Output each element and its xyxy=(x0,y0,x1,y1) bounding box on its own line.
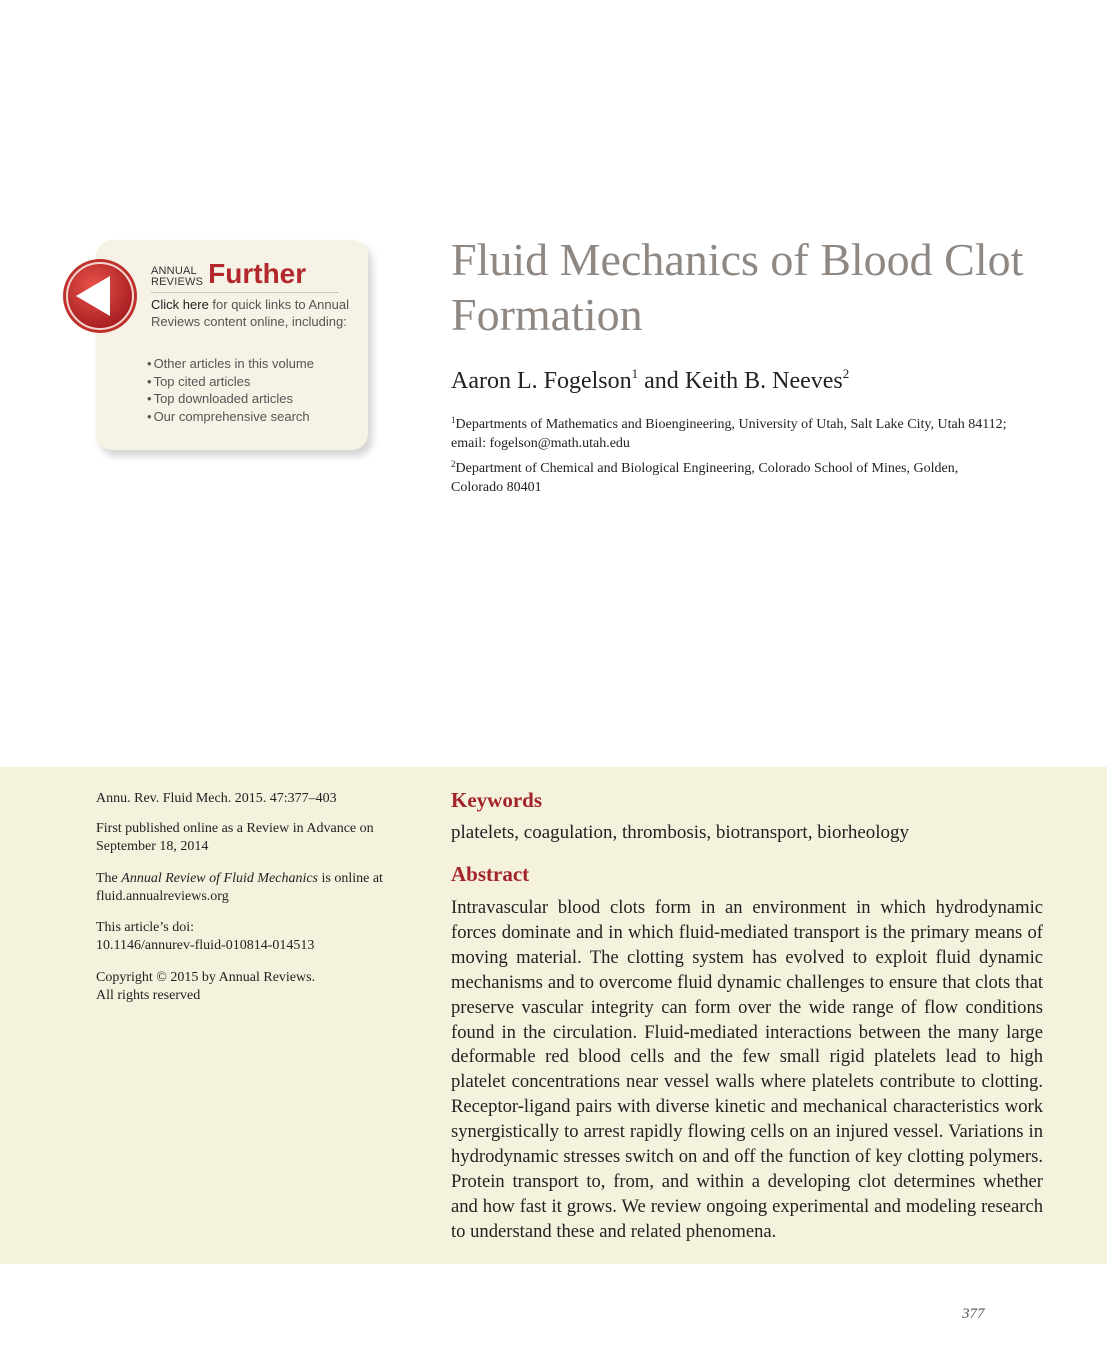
keywords-heading: Keywords xyxy=(451,788,542,812)
authors: Aaron L. Fogelson$^1$ and Keith B. Neeves$^2$ xyxy=(451,366,850,394)
first-published: First published online as a Review in Advance on September 18, 2014 xyxy=(96,821,374,854)
abstract-heading: Abstract xyxy=(451,862,530,886)
further-item-top-cited[interactable]: • Top cited articles xyxy=(147,373,314,391)
copyright: Copyright © 2015 by Annual Reviews. All rights reserved xyxy=(96,970,316,1003)
doi: This article’s doi: 10.1146/annurev-fluid-010814-014513 xyxy=(96,920,315,953)
article-title: Fluid Mechanics of Blood Clot Formation xyxy=(451,234,1024,340)
click-here-link[interactable]: Click here xyxy=(151,297,209,312)
annual-reviews-logo: ANNUAL REVIEWS xyxy=(151,265,204,288)
back-arrow-icon[interactable] xyxy=(62,258,138,334)
affiliation-2: $^2$Department of Chemical and Biological Engineering, Colorado School of Mines, Golden, Colorado 80401 xyxy=(451,459,959,495)
further-item-other-articles[interactable]: • Other articles in this volume xyxy=(147,355,314,373)
further-title: Further xyxy=(208,258,307,289)
keywords-text: platelets, coagulation, thrombosis, biotransport, biorheology xyxy=(451,822,910,843)
divider xyxy=(151,292,339,293)
affiliation-1: $^1$Departments of Mathematics and Bioengineering, University of Utah, Salt Lake City, Utah 84112; email: fogelson@math.utah.edu xyxy=(451,415,1007,451)
online-at: The Annual Review of Fluid Mechanics is online at fluid.annualreviews.org xyxy=(96,871,383,904)
further-item-search[interactable]: • Our comprehensive search xyxy=(147,408,314,426)
further-intro: Click here for quick links to Annual Reviews content online, including: xyxy=(151,297,349,329)
further-item-top-downloaded[interactable]: • Top downloaded articles xyxy=(147,390,314,408)
citation: Annu. Rev. Fluid Mech. 2015. 47:377–403 xyxy=(96,791,337,806)
further-list xyxy=(147,355,314,425)
page-number: 377 xyxy=(962,1306,985,1322)
further-header xyxy=(151,260,306,288)
abstract-text: Intravascular blood clots form in an environment in which hydrodynamic forces dominate and in which fluid-mediated transport is the primary means of moving material. The clotting system has evolved to exploit fluid dynamic mechanisms and to overcome fluid dynamic challenges to ensure that clots that preserve vascular integrity can form over the wide range of flow conditions found in the circulation. Fluid-mediated interactions between the many large deformable red blood cells and the few small rigid platelets lead to high platelet concentrations near vessel walls where platelets contribute to clotting. Receptor-ligand pairs with diverse kinetic and mechanical characteristics work synergistically to arrest rapidly flowing cells on an injured vessel. Variations in hydrodynamic stresses switch on and off the function of key clotting polymers. Protein transport to, from, and within a developing clot determines whether and how fast it grows. We review ongoing experimental and modeling research to understand these and related phenomena. xyxy=(451,897,1043,1242)
